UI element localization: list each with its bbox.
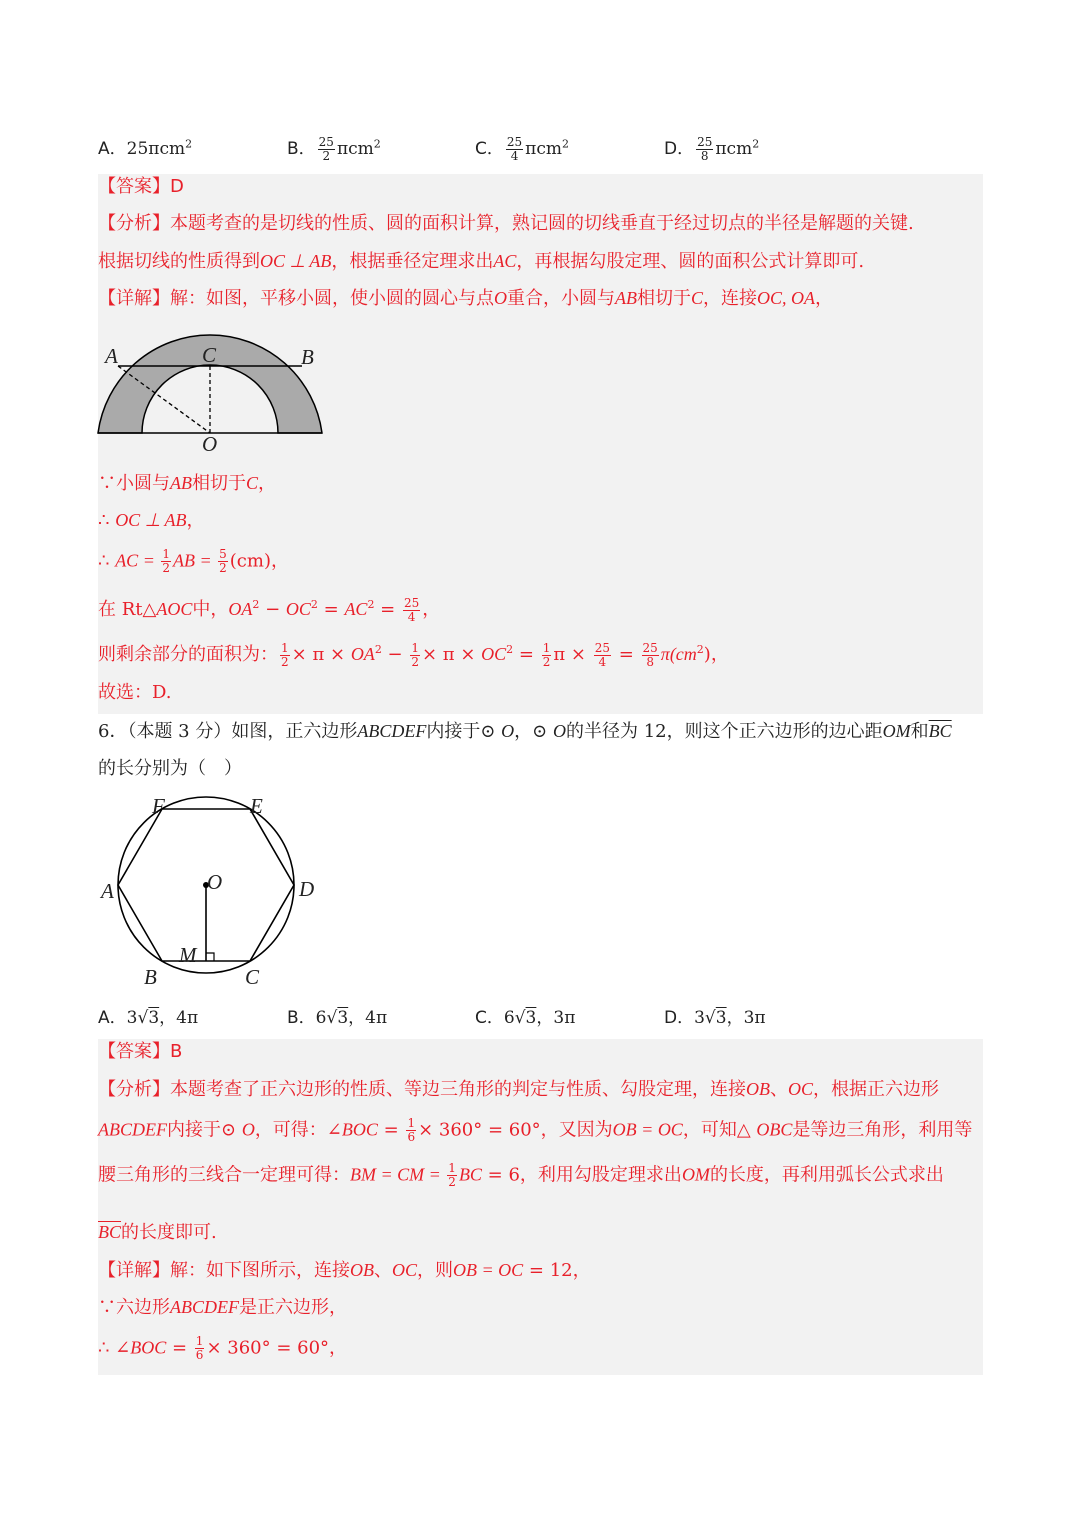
q6-stem-1a: 6．（本题 3 分）如图，正六边形	[98, 721, 358, 742]
q6-an2j: OBC	[756, 1119, 793, 1140]
q5-step3-frac1-den: 2	[162, 561, 170, 575]
q5-step4-sq3: 2	[367, 598, 375, 611]
q6-an3d: = 6，利用勾股定理求出	[481, 1164, 682, 1186]
q5-step5-frac3-den: 2	[542, 654, 551, 669]
q6-an2g: × 360° = 60°，又因为	[418, 1119, 613, 1141]
q6-d3b: BOC	[130, 1337, 167, 1358]
q5-fig-label-a: A	[105, 344, 118, 368]
q5-step5-sq3: 2	[696, 643, 704, 656]
q6-d2c: 是正六边形，	[239, 1297, 347, 1318]
q5-step5-frac2	[410, 642, 420, 669]
q6-option-d-post: ，3π	[726, 1008, 766, 1028]
q5-analysis-2d: AC	[493, 251, 517, 271]
q6-an3c: BC	[458, 1164, 482, 1185]
q5-step5-frac5-den: 8	[646, 654, 654, 669]
q6-option-a-post: ，4π	[159, 1008, 199, 1028]
q5-option-b-num: 25	[318, 135, 334, 149]
q5-step1c: 相切于	[192, 473, 246, 494]
q6-figure-right-angle	[206, 953, 214, 961]
q6-answer-line	[98, 1040, 182, 1064]
q6-an2h: OB = OC	[612, 1119, 683, 1140]
q5-option-d-fraction	[696, 136, 713, 163]
q5-step5d: −	[381, 644, 409, 665]
q5-step5-frac3-num: 1	[542, 640, 551, 655]
q6-an1a: 本题考查了正六边形的性质、等边三角形的判定与性质、勾股定理，连接	[170, 1079, 746, 1100]
q5-option-c[interactable]	[475, 134, 569, 163]
q5-option-d-letter: D．	[664, 139, 695, 159]
q5-step5-frac2-den: 2	[411, 654, 419, 669]
q6-analysis-label: 【分析】	[98, 1079, 170, 1100]
q5-step3-frac2-den: 2	[219, 561, 227, 575]
q5-step5-frac1-num: 1	[281, 640, 289, 655]
q6-an4a: $\overline{BC}$	[98, 1222, 122, 1242]
q6-answer-label: 【答案】	[98, 1041, 170, 1062]
q6-d1d: OC	[392, 1260, 418, 1280]
q6-analysis-line-2	[98, 1117, 972, 1144]
q6-stem-1i: 和	[910, 721, 929, 742]
q6-option-d-pre: 3	[694, 1008, 705, 1028]
q5-option-a-text: 25πcm	[126, 139, 186, 159]
q5-step5-frac4-den: 4	[598, 654, 607, 669]
q5-analysis-text-1: 本题考查的是切线的性质、圆的面积计算，熟记圆的切线垂直于经过切点的半径是解题的关键.	[170, 213, 914, 234]
q6-an3-frac-den: 2	[448, 1175, 456, 1189]
q5-step5f: OC	[481, 644, 507, 664]
q6-stem-1j: $\overline{BC}$	[928, 721, 952, 741]
q5-step4-sq1: 2	[252, 598, 260, 611]
q5-answer-value: D	[170, 176, 184, 197]
q5-option-a-sup: 2	[185, 137, 193, 151]
q6-analysis-line-4	[98, 1220, 217, 1245]
q5-option-b-sup: 2	[373, 137, 381, 151]
q5-detail-1i: ，	[815, 288, 834, 309]
q5-step5c: OA	[350, 644, 375, 664]
q5-detail-1a: 解：如图，平移小圆，使小圆的圆心与点	[170, 288, 494, 309]
q6-option-a[interactable]: A．3√3，4π	[98, 1008, 199, 1028]
q6-option-a-rad: 3	[148, 1008, 160, 1028]
q5-step5j: π(cm	[660, 644, 697, 664]
q6-stem-1c: 内接于⊙	[426, 721, 502, 742]
q6-stem-1g: 的半径为 12，则这个正六边形的边心距	[565, 721, 883, 742]
q5-step4-frac-den: 4	[407, 609, 416, 624]
q6-an2d: ，可得：∠	[254, 1119, 342, 1141]
q5-step1e: ，	[258, 473, 277, 494]
q5-option-d-sup: 2	[752, 137, 760, 151]
q6-option-b[interactable]: B．6√3，4π	[287, 1008, 388, 1028]
q5-analysis-line-1	[98, 212, 914, 236]
q6-an3e: OM	[681, 1164, 710, 1185]
q5-analysis-2e: ，再根据勾股定理、圆的面积公式计算即可.	[516, 251, 865, 272]
q5-option-c-sup: 2	[561, 137, 569, 151]
q6-option-d-rad: 3	[715, 1008, 727, 1028]
q5-step5e: × π ×	[421, 644, 482, 665]
q5-step1a: ∵小圆与	[98, 473, 170, 494]
q5-step5-frac4	[594, 642, 611, 669]
q5-step4a: 在 Rt△	[98, 599, 157, 620]
q5-answer-line	[98, 175, 184, 199]
q5-option-a-letter: A．	[98, 139, 127, 159]
q5-option-b-fraction	[318, 136, 335, 163]
q5-step4e: −	[259, 599, 286, 620]
q5-step-4	[98, 593, 440, 624]
q6-an2-frac-den: 6	[407, 1130, 416, 1144]
q6-answer-value: B	[170, 1041, 183, 1062]
q6-d3-frac-den: 6	[195, 1348, 204, 1362]
q5-option-c-num: 25	[506, 135, 523, 149]
q6-analysis-line-3	[98, 1162, 944, 1189]
q5-step5-frac1-den: 2	[281, 654, 289, 669]
q6-an1d: OC	[788, 1079, 814, 1099]
q5-detail-1b: O	[494, 288, 507, 308]
q5-step5-frac4-num: 25	[594, 640, 610, 655]
q6-fig-label-m: M	[179, 943, 197, 967]
q6-d2b: ABCDEF	[170, 1297, 239, 1317]
q6-option-b-post: ，4π	[348, 1008, 388, 1028]
q6-d3-frac-num: 1	[195, 1334, 204, 1348]
q6-d3d: × 360° = 60°，	[206, 1337, 348, 1359]
q5-option-c-text: πcm	[525, 139, 562, 159]
q5-step5k: )，	[703, 644, 729, 665]
q5-analysis-line-2	[98, 249, 864, 274]
q5-detail-1f: C	[691, 288, 704, 308]
q6-an2-frac-num: 1	[407, 1116, 416, 1130]
q6-d1f: OB = OC	[453, 1260, 524, 1280]
q5-step2a: ∴	[98, 510, 116, 531]
q6-stem-line-1	[98, 719, 952, 744]
q5-step-6	[98, 681, 172, 705]
q6-detail-line-2	[98, 1295, 347, 1320]
q6-stem-1b: ABCDEF	[357, 721, 427, 741]
q6-an2k: 是等边三角形，利用等	[792, 1119, 973, 1141]
q5-detail-line-1	[98, 286, 833, 311]
q5-step4c: 中，	[192, 599, 229, 620]
q6-option-c[interactable]: C．6√3，3π	[475, 1008, 576, 1028]
q6-option-a-letter: A．	[98, 1008, 127, 1028]
q6-an1b: OB	[746, 1079, 770, 1099]
q6-stem-1e: ，⊙	[514, 721, 553, 742]
q6-fig-label-c: C	[245, 965, 260, 989]
q6-d2a: ∵六边形	[98, 1297, 170, 1318]
q5-step3c: AB =	[172, 550, 217, 571]
q6-an3a: 腰三角形的三线合一定理可得：	[98, 1164, 350, 1186]
q6-an4b: 的长度即可.	[121, 1222, 217, 1243]
q5-option-b-letter: B．	[287, 139, 316, 159]
q6-d1b: OB	[350, 1260, 374, 1280]
q6-option-c-letter: C．	[475, 1008, 504, 1028]
q5-step4-sq2: 2	[310, 598, 318, 611]
q6-detail-line-3	[98, 1335, 347, 1362]
q6-d1c: 、	[374, 1260, 392, 1281]
q5-step5h: π ×	[553, 644, 592, 665]
q5-option-b-den: 2	[322, 149, 331, 163]
q5-step5b: × π ×	[291, 644, 351, 665]
q5-step4b: AOC	[156, 599, 193, 619]
q5-step5-frac2-num: 1	[411, 640, 419, 655]
q6-analysis-line-1	[98, 1077, 939, 1102]
q6-option-b-rad: 3	[337, 1008, 349, 1028]
q6-fig-label-b: B	[144, 965, 157, 989]
q6-stem-1h: OM	[882, 721, 911, 741]
q6-d1g: = 12，	[523, 1260, 591, 1281]
q5-step3-frac2	[218, 548, 228, 575]
q5-detail-1d: AB	[615, 288, 637, 308]
q5-option-b-text: πcm	[336, 139, 374, 159]
q5-option-c-fraction	[506, 136, 523, 163]
q5-option-c-den: 4	[510, 149, 519, 163]
q6-stem-line-2	[98, 757, 242, 781]
q6-an2-frac	[406, 1117, 416, 1144]
q5-step5a: 则剩余部分的面积为：	[98, 644, 278, 665]
q6-option-b-pre: 6	[315, 1008, 327, 1028]
q6-detail-label: 【详解】	[98, 1260, 170, 1281]
q6-option-a-pre: 3	[126, 1008, 138, 1028]
q5-detail-1e: 相切于	[637, 288, 691, 309]
q6-an1e: ，根据正六边形	[813, 1079, 940, 1100]
q5-step4i: =	[374, 599, 401, 620]
q5-step4-frac-num: 25	[403, 595, 420, 610]
q5-analysis-2a: 根据切线的性质得到	[98, 251, 260, 272]
q6-option-b-letter: B．	[287, 1008, 316, 1028]
q5-step5-frac3	[542, 642, 552, 669]
q5-step4j: ，	[422, 599, 441, 620]
q5-step3b: AC =	[115, 550, 160, 571]
q6-option-c-post: ，3π	[536, 1008, 576, 1028]
q5-step-1	[98, 471, 276, 496]
q5-step5-frac5	[642, 642, 659, 669]
q6-d1a: 解：如下图所示，连接	[170, 1260, 350, 1281]
q6-fig-label-o: O	[207, 870, 223, 894]
q5-step5-sq1: 2	[374, 643, 382, 656]
q6-option-c-rad: 3	[525, 1008, 537, 1028]
q5-step1d: C	[246, 473, 259, 493]
q5-option-d[interactable]	[664, 134, 759, 163]
q6-d3c: =	[166, 1337, 193, 1359]
q5-step5-frac5-num: 25	[642, 640, 658, 655]
q5-step2b: OC ⊥ AB	[115, 510, 187, 530]
q5-step4h: AC	[344, 599, 368, 619]
q5-option-d-den: 8	[700, 149, 709, 163]
q6-stem-2: 的长分别为（ ）	[98, 758, 242, 779]
q6-d1e: ，则	[417, 1260, 454, 1281]
q5-step-2	[98, 508, 205, 533]
q6-stem-1d: O	[501, 721, 515, 741]
q5-step4d: OA	[228, 599, 253, 619]
q6-stem-1f: O	[552, 721, 566, 741]
q5-step6: 故选：D.	[98, 682, 172, 703]
q5-option-b[interactable]	[287, 134, 381, 163]
q6-an2f: =	[377, 1119, 405, 1141]
q6-an3-frac	[447, 1162, 457, 1189]
q6-option-d[interactable]: D．3√3，3π	[664, 1008, 766, 1028]
q5-analysis-label: 【分析】	[98, 213, 170, 234]
q5-step3e: ，	[270, 550, 289, 572]
q5-fig-label-c: C	[202, 343, 217, 367]
q6-fig-label-d: D	[299, 877, 315, 901]
q5-fig-label-b: B	[301, 345, 314, 369]
q5-step-5	[98, 638, 729, 669]
q6-fig-label-a: A	[101, 879, 114, 903]
q6-an3b: BM = CM =	[350, 1164, 446, 1185]
q5-step3-frac2-num: 5	[219, 547, 227, 561]
q6-an2b: 内接于⊙	[167, 1119, 242, 1141]
q5-analysis-2c: ，根据垂径定理求出	[331, 251, 494, 272]
q5-detail-1c: 重合，小圆与	[507, 288, 615, 309]
q5-option-d-text: πcm	[715, 139, 753, 159]
q6-an2e: BOC	[341, 1119, 378, 1140]
q6-an3-frac-num: 1	[448, 1161, 456, 1175]
q6-d3a: ∴ ∠	[98, 1337, 131, 1359]
q5-step5i: =	[612, 644, 640, 665]
q5-detail-label: 【详解】	[98, 288, 170, 309]
q6-an2c: O	[241, 1119, 255, 1140]
q5-option-c-letter: C．	[475, 139, 504, 159]
q6-an2i: ，可知△	[682, 1119, 757, 1141]
q6-detail-line-1	[98, 1258, 591, 1283]
q5-step5g: =	[513, 644, 540, 665]
q5-step4f: OC	[285, 599, 311, 619]
q5-step3a: ∴	[98, 550, 116, 572]
q6-an2a: ABCDEF	[98, 1119, 167, 1140]
q5-step4-frac	[403, 597, 420, 624]
q6-d3-frac	[195, 1335, 205, 1362]
q6-an3f: 的长度，再利用弧长公式求出	[709, 1164, 944, 1186]
q5-option-a[interactable]	[98, 134, 192, 159]
q6-an1c: 、	[770, 1079, 788, 1100]
q5-detail-1h: OC, OA	[757, 288, 816, 308]
q5-detail-1g: ，连接	[703, 288, 758, 309]
q5-step3-frac1-num: 1	[162, 547, 170, 561]
q5-step3-frac1	[161, 548, 171, 575]
q5-analysis-2b: OC ⊥ AB	[260, 251, 332, 271]
q6-option-c-pre: 6	[503, 1008, 515, 1028]
q5-step1b: AB	[170, 473, 192, 493]
q5-step5-sq2: 2	[506, 643, 514, 656]
q6-option-d-letter: D．	[664, 1008, 695, 1028]
q5-answer-label: 【答案】	[98, 176, 170, 197]
q5-step2c: ，	[186, 510, 205, 531]
q5-step3d: (cm)	[229, 550, 271, 572]
q5-step4g: =	[317, 599, 345, 620]
q6-fig-label-e: E	[250, 794, 263, 818]
q6-fig-label-f: F	[152, 794, 165, 818]
q5-fig-label-o: O	[202, 432, 218, 456]
q5-step-3	[98, 548, 289, 575]
q5-step5-frac1	[280, 642, 290, 669]
q5-option-d-num: 25	[697, 135, 713, 149]
